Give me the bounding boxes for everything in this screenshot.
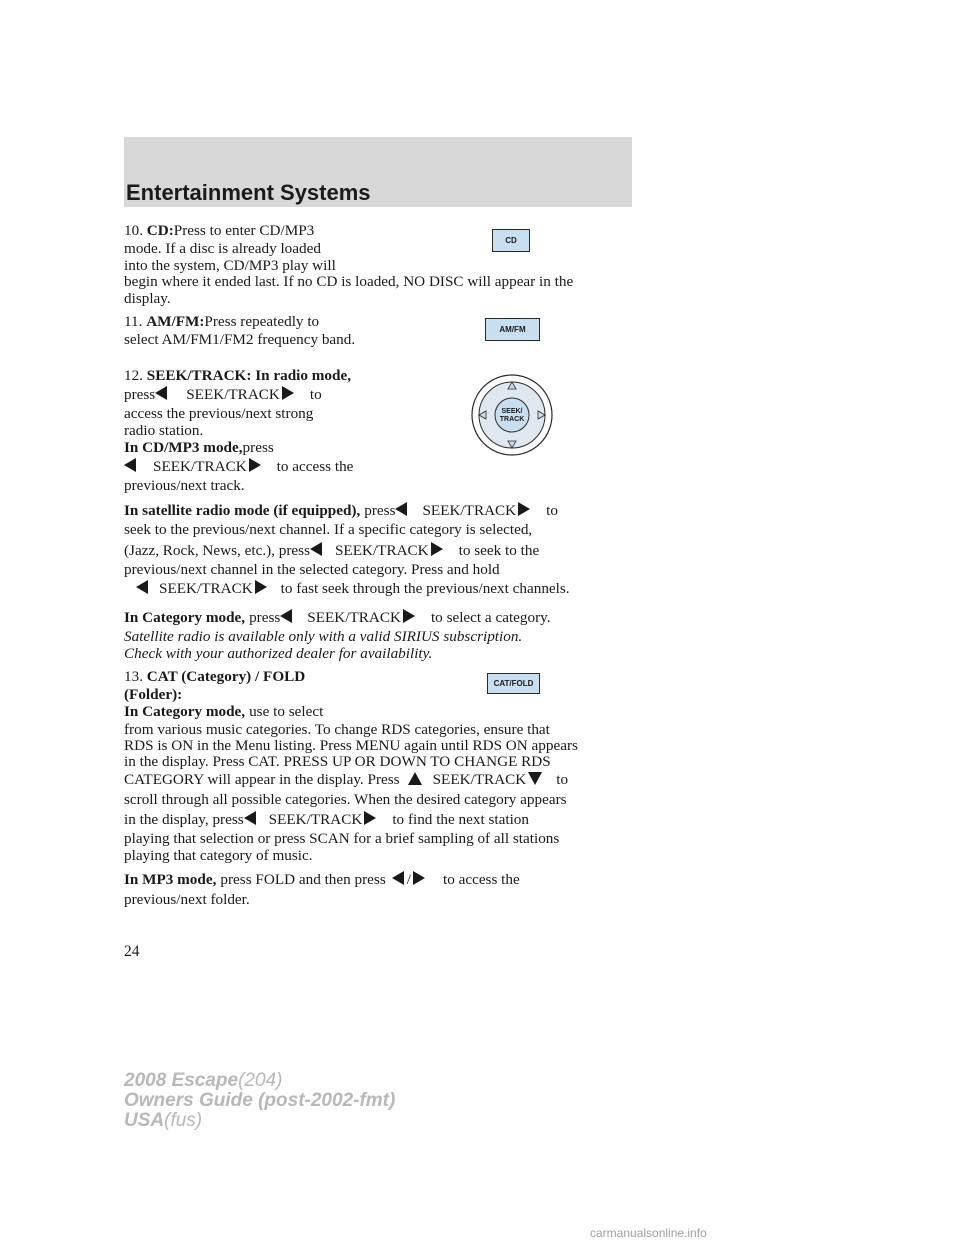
arrow-up-icon bbox=[408, 772, 422, 785]
arrow-right-icon bbox=[282, 386, 294, 400]
mp3-line-1: In MP3 mode, press FOLD and then press / to access the bbox=[124, 871, 520, 888]
item-10-line-4: begin where it ended last. If no CD is loaded, NO DISC will appear in the bbox=[124, 273, 574, 290]
section-title: Entertainment Systems bbox=[126, 180, 371, 205]
arrow-left-icon bbox=[244, 811, 256, 825]
arrow-right-icon bbox=[255, 580, 267, 594]
item-13-heading-1: 13. CAT (Category) / FOLD bbox=[124, 668, 306, 685]
item-13-line-5: CATEGORY will appear in the display. Press SEEK/TRACK to bbox=[124, 771, 569, 788]
satellite-line-2: seek to the previous/next channel. If a specific category is selected, bbox=[124, 521, 533, 538]
knob-label-line-1: SEEK/ bbox=[501, 408, 523, 415]
satellite-line-4: previous/next channel in the selected category. Press and hold bbox=[124, 561, 500, 578]
arrow-left-icon bbox=[392, 871, 404, 885]
item-12-cd-line-2: SEEK/TRACK to access the bbox=[124, 458, 353, 476]
item-13-line-3: RDS is ON in the Menu listing. Press MENU again until RDS ON appears bbox=[124, 737, 578, 754]
arrow-right-icon bbox=[413, 871, 425, 885]
item-11-line-2: select AM/FM1/FM2 frequency band. bbox=[124, 331, 356, 348]
arrow-left-icon bbox=[310, 542, 322, 556]
note-line-2: Check with your authorized dealer for availability. bbox=[124, 645, 433, 662]
arrow-right-icon bbox=[518, 502, 530, 516]
document-footer bbox=[124, 1071, 395, 1131]
satellite-line-1: In satellite radio mode (if equipped), press SEEK/TRACK to bbox=[124, 502, 558, 519]
arrow-left-icon bbox=[155, 386, 167, 400]
item-10-line-3: into the system, CD/MP3 play will bbox=[124, 257, 336, 274]
seek-track-knob-icon bbox=[470, 373, 554, 457]
watermark: carmanualsonline.info bbox=[590, 1226, 707, 1240]
item-11-line-1: 11. AM/FM:Press repeatedly to bbox=[124, 313, 320, 330]
note-line-1: Satellite radio is available only with a valid SIRIUS subscription. bbox=[124, 628, 523, 645]
footer-line-2: Owners Guide (post-2002-fmt) bbox=[124, 1090, 396, 1111]
item-12-cd-line-3: previous/next track. bbox=[124, 477, 245, 494]
cat-fold-button-icon: CAT/FOLD bbox=[487, 673, 540, 694]
arrow-right-icon bbox=[364, 811, 376, 825]
item-13-line-4: in the display. Press CAT. PRESS UP OR DOWN TO CHANGE RDS bbox=[124, 753, 551, 770]
footer-line-3: USA(fus) bbox=[124, 1110, 203, 1131]
item-10-line-5: display. bbox=[124, 290, 171, 307]
item-12-heading: 12. SEEK/TRACK: In radio mode, bbox=[124, 367, 351, 384]
item-13-line-1: In Category mode, use to select bbox=[124, 703, 324, 720]
item-10-line-1: 10. CD:Press to enter CD/MP3 bbox=[124, 222, 315, 239]
item-13-line-7: in the display, press SEEK/TRACK to find the next station bbox=[124, 811, 529, 828]
arrow-down-icon bbox=[528, 772, 542, 785]
item-13-line-2: from various music categories. To change RDS categories, ensure that bbox=[124, 721, 550, 738]
item-12-line-3: access the previous/next strong bbox=[124, 405, 314, 422]
item-13-line-8: playing that selection or press SCAN for a brief sampling of all stations bbox=[124, 830, 560, 847]
satellite-line-5: SEEK/TRACK to fast seek through the previous/next channels. bbox=[124, 580, 570, 598]
arrow-right-icon bbox=[431, 542, 443, 556]
item-13-line-9: playing that category of music. bbox=[124, 847, 313, 864]
footer-line-1: 2008 Escape(204) bbox=[124, 1070, 283, 1091]
satellite-line-3: (Jazz, Rock, News, etc.), press SEEK/TRACK to seek to the bbox=[124, 542, 540, 559]
arrow-right-icon bbox=[403, 609, 415, 623]
category-mode-line: In Category mode, press SEEK/TRACK to select a category. bbox=[124, 609, 551, 626]
page-number: 24 bbox=[124, 943, 140, 960]
arrow-left-icon bbox=[124, 458, 136, 472]
knob-label-line-2: TRACK bbox=[499, 416, 525, 423]
item-12-line-2: press SEEK/TRACK to bbox=[124, 386, 322, 403]
item-13-heading-2: (Folder): bbox=[124, 686, 183, 703]
item-12-cd-line-1: In CD/MP3 mode,press bbox=[124, 439, 274, 456]
item-12-line-4: radio station. bbox=[124, 422, 204, 439]
arrow-left-icon bbox=[395, 502, 407, 516]
arrow-left-icon bbox=[280, 609, 292, 623]
cd-button-icon: CD bbox=[492, 229, 530, 252]
item-10-line-2: mode. If a disc is already loaded bbox=[124, 240, 321, 257]
arrow-right-icon bbox=[249, 458, 261, 472]
arrow-left-icon bbox=[136, 580, 148, 594]
mp3-line-2: previous/next folder. bbox=[124, 891, 250, 908]
item-13-line-6: scroll through all possible categories. When the desired category appears bbox=[124, 791, 567, 808]
amfm-button-icon: AM/FM bbox=[485, 318, 540, 341]
